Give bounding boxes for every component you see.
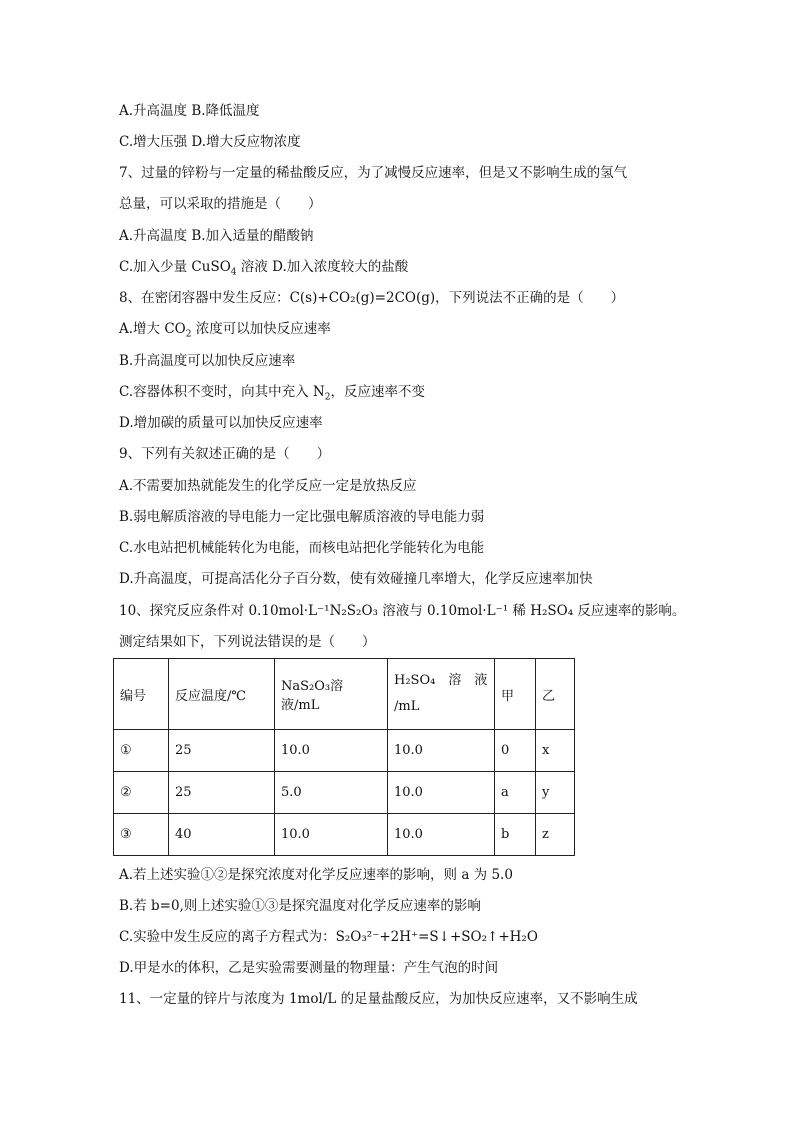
table-cell: 10.0 (388, 814, 495, 856)
table-cell: z (536, 814, 575, 856)
option-line: C.容器体积不变时，向其中充入 $N_2$，反应速率不变 (119, 384, 425, 403)
table-cell: ① (114, 730, 169, 772)
table-cell: 10.0 (388, 730, 495, 772)
option-line: A.升高温度 B.降低温度 (119, 103, 260, 119)
option-line: A.升高温度 B.加入适量的醋酸钠 (119, 228, 314, 244)
table-cell: 25 (169, 730, 275, 772)
option-line: D.增加碳的质量可以加快反应速率 (119, 415, 323, 431)
table-row (114, 730, 575, 772)
option-line: B.弱电解质溶液的导电能力一定比强电解质溶液的导电能力弱 (119, 509, 485, 525)
table-header-cell: 编号 (114, 659, 169, 730)
question-8-stem: 8、在密闭容器中发生反应：C(s)+CO₂(g)=2CO(g)，下列说法不正确的是（ ） (119, 290, 625, 306)
option-line: A.增大 $CO_2$ 浓度可以加快反应速率 (119, 321, 331, 340)
table-cell: 10.0 (275, 730, 388, 772)
table-row (114, 814, 575, 856)
option-line: C.水电站把机械能转化为电能，而核电站把化学能转化为电能 (119, 540, 485, 556)
option-line: C.增大压强 D.增大反应物浓度 (119, 134, 301, 150)
option-line: D.甲是水的体积，乙是实验需要测量的物理量：产生气泡的时间 (119, 960, 499, 976)
table-header-row (114, 659, 575, 730)
question-10-stem-cont: 测定结果如下，下列说法错误的是（ ） (119, 634, 376, 650)
table-cell: x (536, 730, 575, 772)
question-7-stem: 7、过量的锌粉与一定量的稀盐酸反应，为了减慢反应速率，但是又不影响生成的氢气 (119, 165, 628, 181)
table-header-cell: H₂SO₄ 溶 液 /mL (388, 659, 495, 730)
experiment-table (113, 658, 575, 856)
question-10-stem: 10、探究反应条件对 0.10mol·L⁻¹N₂S₂O₃ 溶液与 0.10mol·L⁻¹ 稀 H₂SO₄ 反应速率的影响。 (119, 603, 686, 619)
option-line: D.升高温度，可提高活化分子百分数，使有效碰撞几率增大，化学反应速率加快 (119, 571, 593, 587)
option-line: C.实验中发生反应的离子方程式为：S₂O₃²⁻+2H⁺=S↓+SO₂↑+H₂O (119, 929, 538, 945)
question-9-stem: 9、下列有关叙述正确的是（ ） (119, 446, 331, 462)
option-line: A.不需要加热就能发生的化学反应一定是放热反应 (119, 478, 417, 494)
table-header-cell: 乙 (536, 659, 575, 730)
table-cell: 10.0 (388, 772, 495, 814)
table-cell: a (495, 772, 536, 814)
option-line: B.升高温度可以加快反应速率 (119, 353, 296, 369)
table-cell: b (495, 814, 536, 856)
option-line: C.加入少量 CuSO$_4$ 溶液 D.加入浓度较大的盐酸 (119, 259, 409, 278)
table-cell: 5.0 (275, 772, 388, 814)
table-header-cell: NaS₂O₃溶液/mL (275, 659, 388, 730)
table-cell: 40 (169, 814, 275, 856)
option-line: A.若上述实验①②是探究浓度对化学反应速率的影响，则 a 为 5.0 (119, 867, 513, 883)
table-cell: 25 (169, 772, 275, 814)
table-cell: ② (114, 772, 169, 814)
table-cell: 0 (495, 730, 536, 772)
question-7-stem-cont: 总量，可以采取的措施是（ ） (119, 196, 322, 212)
table-header-cell: 反应温度/℃ (169, 659, 275, 730)
question-11-stem: 11、一定量的锌片与浓度为 1mol/L 的足量盐酸反应，为加快反应速率，又不影响生成 (119, 991, 638, 1007)
table-cell: 10.0 (275, 814, 388, 856)
table-header-cell: 甲 (495, 659, 536, 730)
option-line: B.若 b=0,则上述实验①③是探究温度对化学反应速率的影响 (119, 898, 481, 914)
table-cell: y (536, 772, 575, 814)
table-cell: ③ (114, 814, 169, 856)
table-row (114, 772, 575, 814)
